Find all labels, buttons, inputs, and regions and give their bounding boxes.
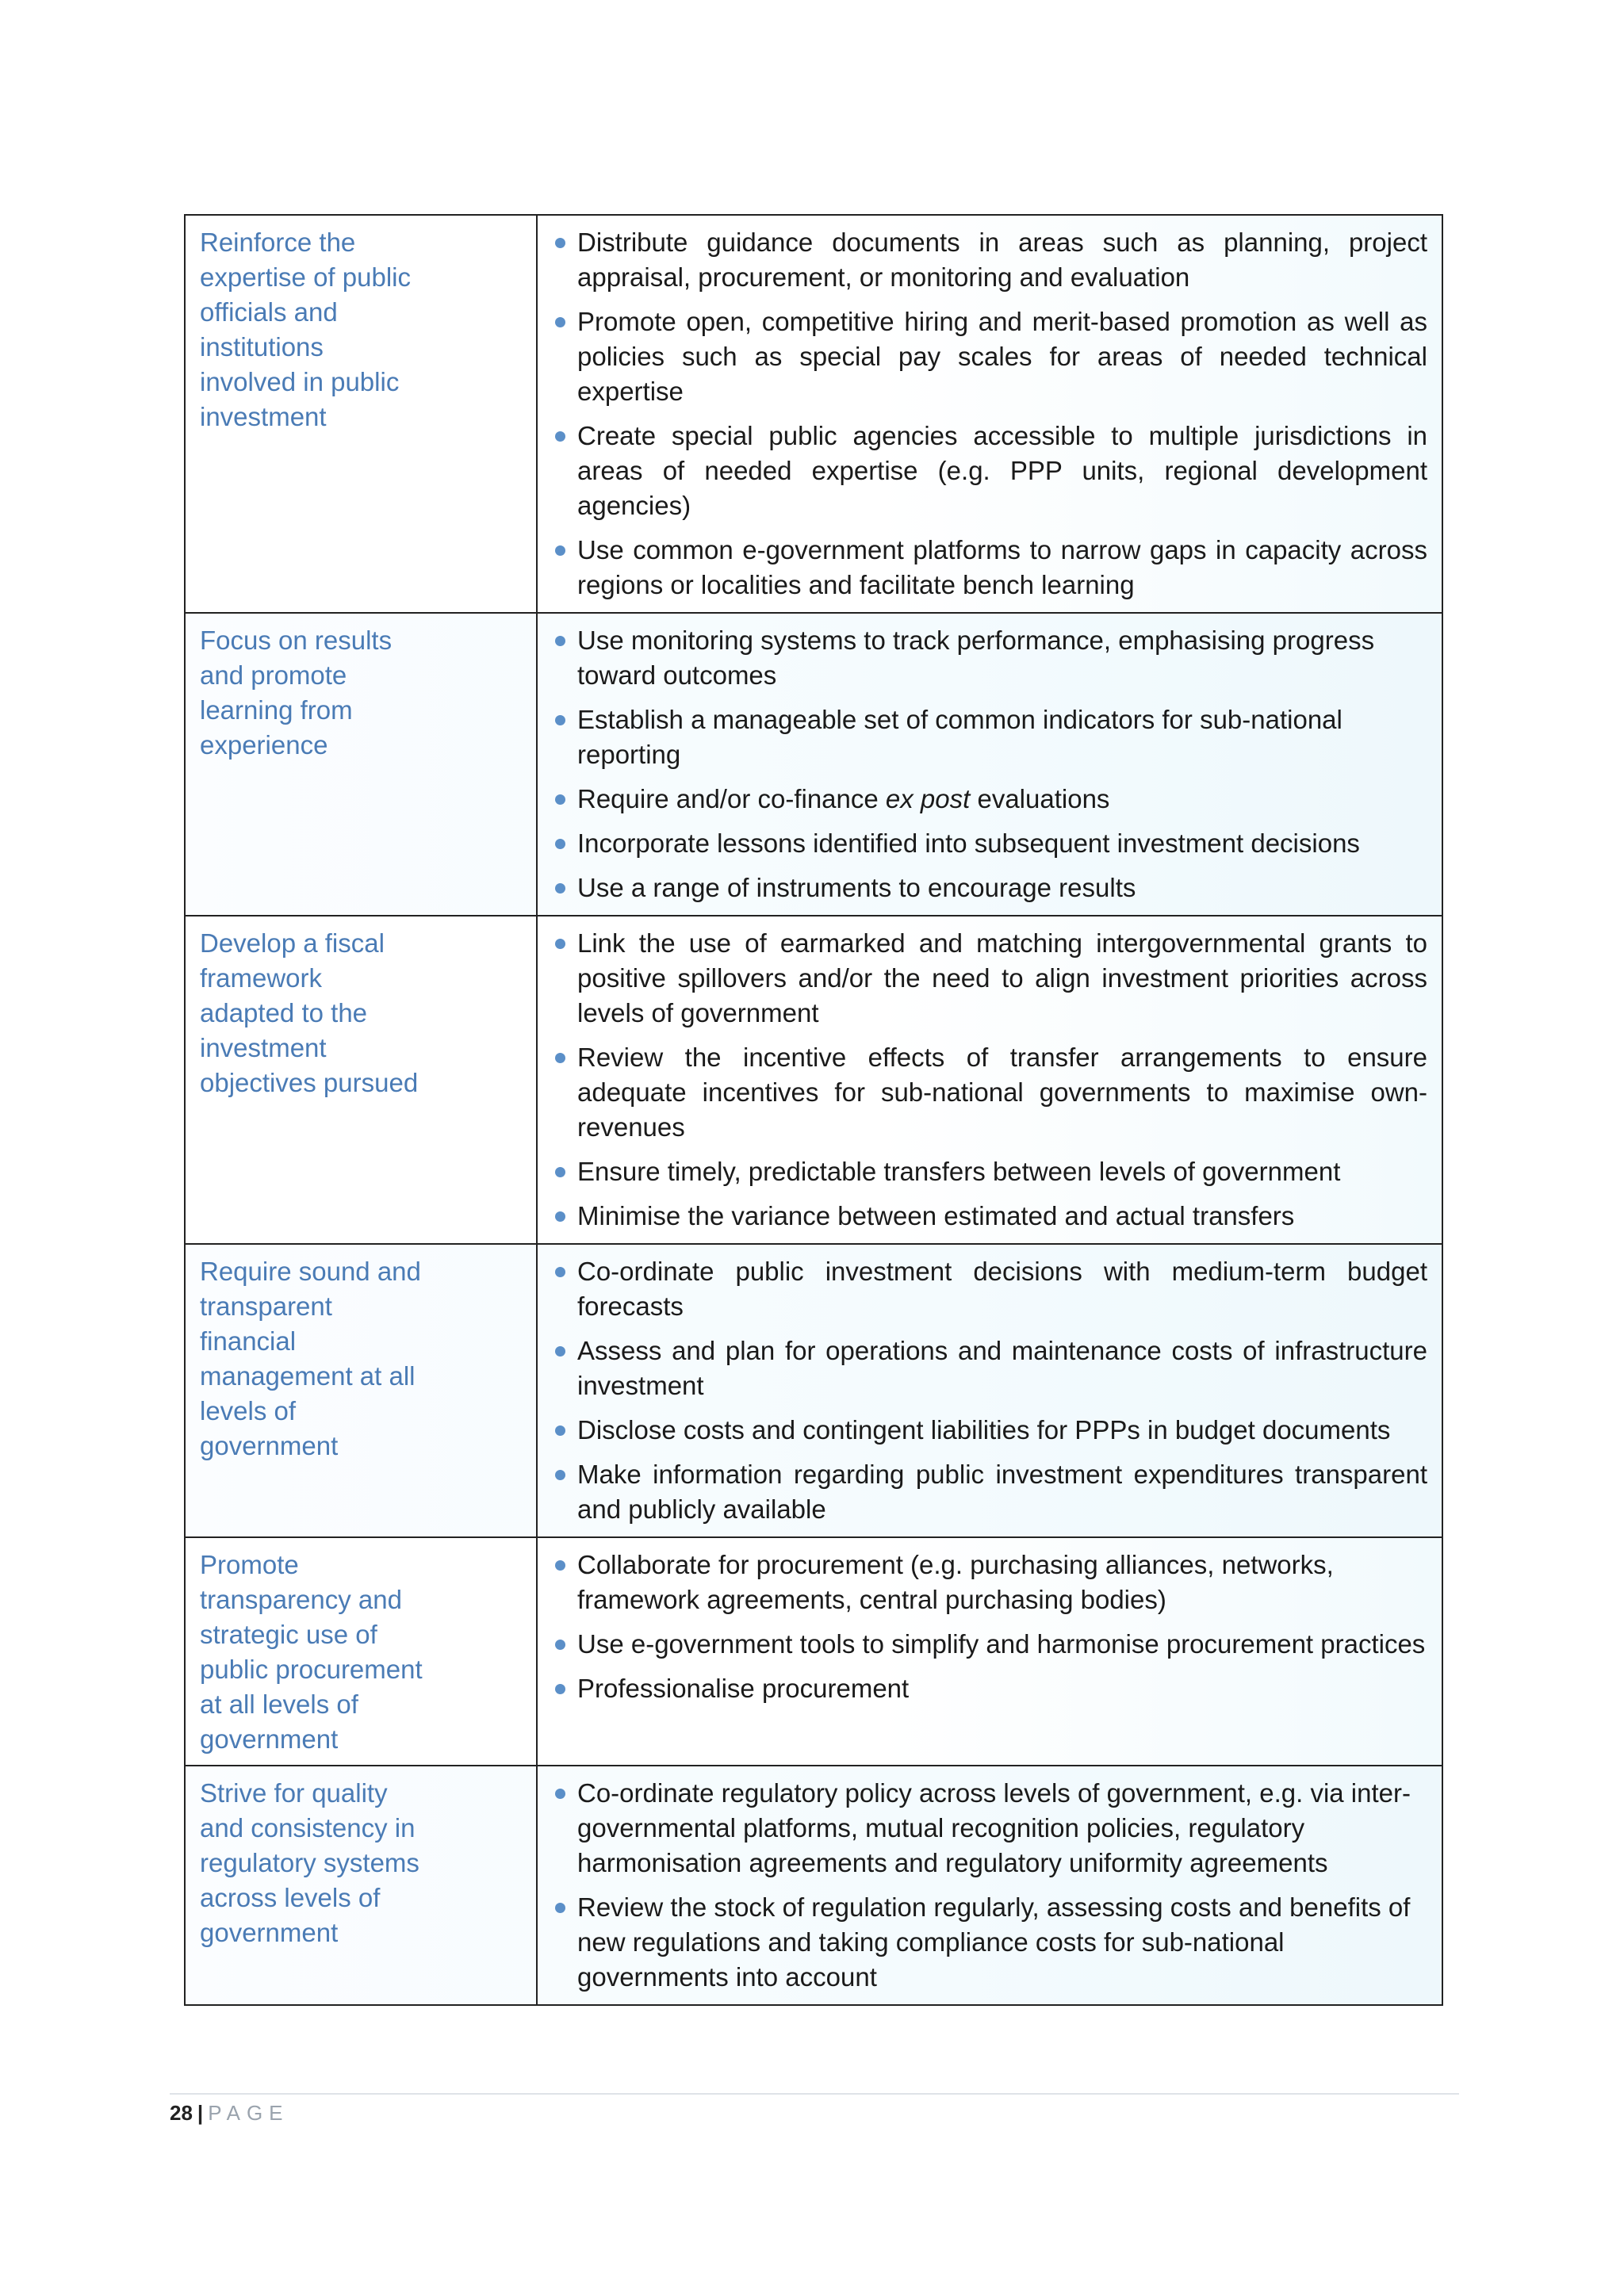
bullet-icon [555,1267,565,1277]
action-text: Use a range of instruments to encourage results [577,873,1136,902]
action-text: Link the use of earmarked and matching intergovernmental grants to positive spillovers and/or the need to align investment priorities across levels of government [577,928,1427,1027]
action-text: Disclose costs and contingent liabilities for PPPs in budget documents [577,1415,1391,1445]
action-text: Minimise the variance between estimated and actual transfers [577,1201,1295,1230]
list-item [552,1457,1427,1527]
actions-list [538,1766,1442,2004]
bullet-icon [555,1684,565,1694]
table-row [185,215,1442,613]
objective-text: Promote transparency and strategic use of public procurement at all levels of government [200,1550,423,1754]
action-text: Professionalise procurement [577,1674,910,1703]
recommendations-table [184,214,1443,2006]
objective-cell [185,1244,537,1537]
list-item [552,782,1427,817]
bullet-icon [555,1167,565,1177]
list-item [552,1199,1427,1234]
bullet-icon [555,839,565,849]
action-text: Use common e-government platforms to narrow gaps in capacity across regions or localities and facilitate bench learning [577,535,1427,599]
action-text: Review the stock of regulation regularly, assessing costs and benefits of new regulations and taking compliance costs for sub-national governments into account [577,1892,1411,1992]
action-text: Establish a manageable set of common indicators for sub-national reporting [577,705,1342,769]
bullet-icon [555,1640,565,1650]
list-item [552,1671,1427,1706]
action-text-before: Require and/or co-finance [577,784,886,813]
list-item [552,826,1427,861]
bullet-icon [555,238,565,248]
list-item [552,1254,1427,1324]
actions-cell [537,1244,1442,1537]
list-item [552,1548,1427,1617]
bullet-icon [555,317,565,327]
footer-divider [170,2093,1459,2095]
list-item [552,1890,1427,1995]
list-item [552,304,1427,409]
action-text: Make information regarding public investment expenditures transparent and publicly available [577,1460,1427,1524]
objective-cell [185,613,537,916]
action-text: Assess and plan for operations and maintenance costs of infrastructure investment [577,1336,1427,1400]
objective-text: Focus on results and promote learning from experience [200,626,393,760]
actions-list [538,216,1442,612]
actions-cell [537,916,1442,1244]
actions-list [538,916,1442,1243]
actions-cell [537,1766,1442,2005]
list-item [552,926,1427,1031]
action-text: Incorporate lessons identified into subsequent investment decisions [577,828,1360,858]
bullet-icon [555,715,565,725]
table-row [185,613,1442,916]
objective-cell [185,916,537,1244]
bullet-icon [555,1470,565,1480]
list-item [552,871,1427,905]
list-item [552,623,1427,693]
list-item [552,1627,1427,1662]
bullet-icon [555,1211,565,1222]
actions-list [538,1538,1442,1716]
table-row [185,916,1442,1244]
table-row [185,1766,1442,2005]
action-text: Review the incentive effects of transfer arrangements to ensure adequate incentives for sub-national governments to maximise own-revenues [577,1043,1427,1142]
bullet-icon [555,1425,565,1436]
bullet-icon [555,1789,565,1799]
bullet-icon [555,794,565,805]
list-item [552,1776,1427,1881]
bullet-icon [555,1346,565,1357]
table-row [185,1244,1442,1537]
objective-text: Require sound and transparent financial management at all levels of government [200,1257,421,1460]
bullet-icon [555,883,565,894]
objective-text: Strive for quality and consistency in regulatory systems across levels of government [200,1778,419,1947]
action-text: Distribute guidance documents in areas such as planning, project appraisal, procurement, or monitoring and evaluation [577,228,1427,292]
objective-cell [185,1766,537,2005]
action-text-italic: ex post [885,784,971,813]
action-text: Use e-government tools to simplify and harmonise procurement practices [577,1629,1426,1659]
actions-cell [537,1537,1442,1766]
list-item [552,1154,1427,1189]
list-item [552,225,1427,295]
objective-text: Reinforce the expertise of public officials and institutions involved in public investment [200,228,411,431]
list-item [552,1040,1427,1145]
table-row [185,1537,1442,1766]
actions-cell [537,215,1442,613]
bullet-icon [555,545,565,556]
list-item [552,1413,1427,1448]
bullet-icon [555,431,565,442]
action-text: Ensure timely, predictable transfers between levels of government [577,1157,1341,1186]
page-number: 28 [170,2101,193,2125]
bullet-icon [555,939,565,949]
actions-list [538,614,1442,915]
bullet-icon [555,1560,565,1571]
action-text: Co-ordinate public investment decisions with medium-term budget forecasts [577,1257,1427,1321]
list-item [552,419,1427,523]
actions-list [538,1245,1442,1536]
action-text: Co-ordinate regulatory policy across levels of government, e.g. via inter-governmental platforms, mutual recognition policies, regulatory harmonisation agreements and regulatory uniformity agreements [577,1778,1411,1877]
action-text-after: evaluations [970,784,1110,813]
page-footer [170,2099,289,2126]
objective-cell [185,215,537,613]
objective-cell [185,1537,537,1766]
actions-cell [537,613,1442,916]
list-item [552,533,1427,603]
page-label: PAGE [208,2101,289,2125]
bullet-icon [555,636,565,646]
footer-separator: | [197,2101,204,2125]
action-text: Promote open, competitive hiring and merit-based promotion as well as policies such as special pay scales for areas of needed technical expertise [577,307,1427,406]
bullet-icon [555,1903,565,1913]
list-item [552,1334,1427,1403]
action-text: Collaborate for procurement (e.g. purchasing alliances, networks, framework agreements, central purchasing bodies) [577,1550,1334,1614]
list-item [552,702,1427,772]
objective-text: Develop a fiscal framework adapted to the investment objectives pursued [200,928,419,1097]
action-text: Use monitoring systems to track performance, emphasising progress toward outcomes [577,626,1375,690]
bullet-icon [555,1053,565,1063]
action-text: Create special public agencies accessible to multiple jurisdictions in areas of needed expertise (e.g. PPP units, regional development agencies) [577,421,1427,520]
